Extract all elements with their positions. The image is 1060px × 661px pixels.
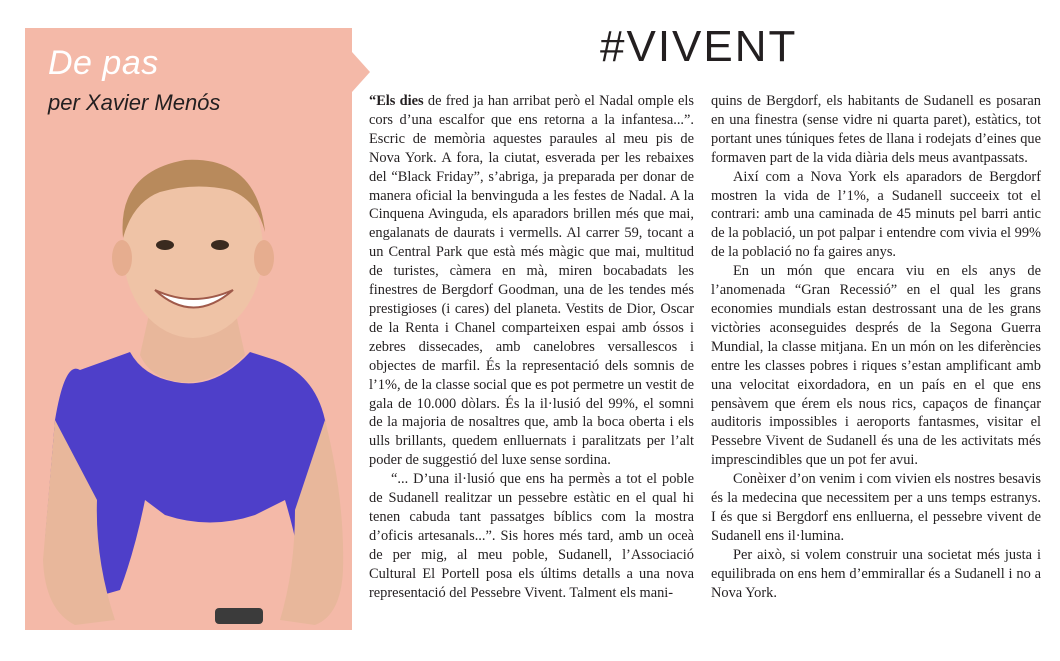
section-title: De pas bbox=[48, 44, 159, 82]
article-paragraph: “Els dies de fred ja han arribat però el Nadal omple els cors d’una escalfor que ens retorna a la infantesa...”. Escric de memòria aquestes paraules al meu pis de Nova York. A fora, la ciutat, esverada per les rebaixes del “Black Friday”, s’abriga, ja preparada per donar de manera oficial la benvinguda a les festes de Nadal. A la Cinquena Avinguda, els aparadors brillen més que mai, engalanats de daurats i vermells. Al carrer 59, tocant a un Central Park que està més màgic que mai, multitud de turistes, càmera en mà, miren bocabadats les finestres de Bergdorf Goodman, una de les tendes més prestigioses (i cares) del planeta. Vestits de Dior, Oscar de la Renta i Chanel comparteixen espai amb óssos i zebres dissecades, amb canelobres versallescos i objectes de marfil. És la representació dels somnis de l’1%, de la classe social que es pot permetre un vestit de gala de 10.000 dòlars. És la il·lusió del 99%, el somni de la majoria de nosaltres que, amb la boca oberta i els ulls brillants, quedem enlluernats i paralitzats per l’alt poder de suggestió del luxe sense sordina. bbox=[369, 93, 695, 469]
author-panel-notch bbox=[352, 52, 370, 92]
article-lead: “Els dies bbox=[369, 93, 424, 109]
article-column-2 bbox=[711, 92, 1041, 602]
author-byline: per Xavier Menós bbox=[48, 90, 221, 115]
author-portrait bbox=[25, 120, 355, 630]
article-paragraph: quins de Bergdorf, els habitants de Sudanell es posaran en una finestra (sense vidre ni quarta paret), estàtics, tot portant unes túniques fetes de llana i rodejats d’eines que formaven part de la vida diària dels meus avantpassats. bbox=[711, 93, 1041, 166]
article-column-1 bbox=[369, 92, 694, 602]
article-paragraph: En un món que encara viu en els anys de l’anomenada “Gran Recessió” en el qual les grans economies mundials estan destrossant una de les grans victòries aconseguides després de la Segona Guerra Mundial, la classe mitjana. En un món on les diferències entre les classes pobres i riques s’estan amplificant amb una velocitat eixordadora, en un país en el que ens pensàvem que érem els nous rics, capaços de finançar auditoris impossibles i aeroports fantasmes, visitar el Pessebre Vivent de Sudanell és una de les activitats més imprescindibles que un pot fer avui. bbox=[711, 263, 1041, 469]
article-paragraph: “... D’una il·lusió que ens ha permès a tot el poble de Sudanell realitzar un pessebre estàtic en el qual hi tenen cabuda tant passatges bíblics com la mostra d’oficis artesanals...”. Sis hores més tard, amb un oceà de per mig, al meu poble, Sudanell, l’Associació Cultural El Portell posa els últims detalls a una nova representació del Pessebre Vivent. Talment els mani- bbox=[369, 471, 694, 601]
masthead-hashtag: #VIVENT bbox=[600, 22, 798, 71]
article-paragraph: Així com a Nova York els aparadors de Bergdorf mostren la vida de l’1%, a Sudanell succeeix tot el contrari: amb una caminada de 45 minuts pel barri antic de la població, un pot palpar i entendre com vivia el 99% de la població no fa gaires anys. bbox=[711, 168, 1041, 261]
article-paragraph: Conèixer d’on venim i com vivien els nostres besavis és la medecina que necessitem per a uns temps estranys. I és que si Bergdorf ens enlluerna, el pessebre vivent de Sudanell ens il·lumina. bbox=[711, 471, 1041, 544]
article-paragraph: Per això, si volem construir una societat més justa i equilibrada on ens hem d’emmirallar és a Sudanell i no a Nova York. bbox=[711, 546, 1041, 601]
